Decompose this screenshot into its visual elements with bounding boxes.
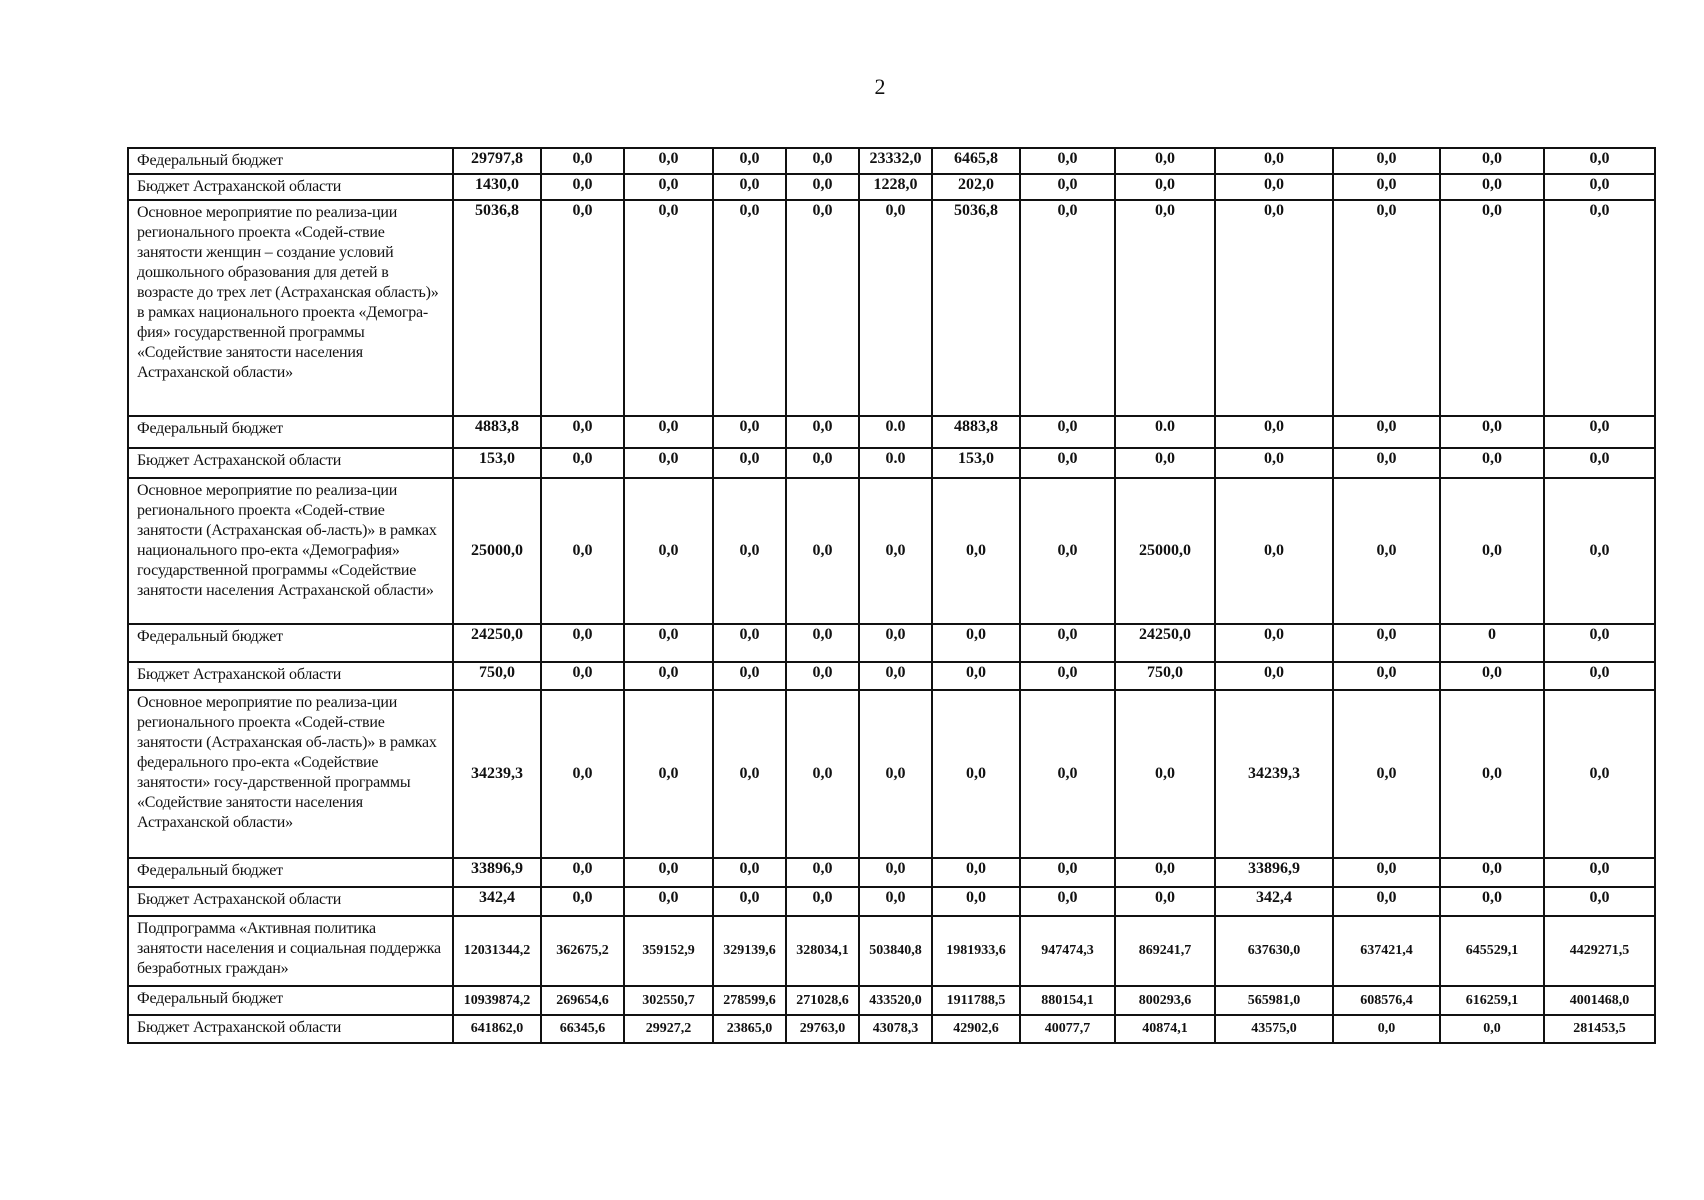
- table-cell: 342,4: [453, 887, 541, 916]
- table-cell: 0,0: [624, 174, 713, 200]
- table-cell: 0,0: [932, 858, 1020, 887]
- table-cell: 10939874,2: [453, 986, 541, 1015]
- table-cell: 0,0: [624, 148, 713, 174]
- table-cell: 0,0: [1115, 690, 1215, 858]
- row-label: Подпрограмма «Активная политика занятости населения и социальная поддержка безработных граждан»: [128, 916, 453, 986]
- table-cell: 0,0: [624, 448, 713, 478]
- table-cell: 1430,0: [453, 174, 541, 200]
- table-cell: 0,0: [713, 858, 786, 887]
- table-cell: 0,0: [1115, 887, 1215, 916]
- table-cell: 0,0: [1215, 478, 1333, 624]
- table-cell: 0,0: [541, 662, 624, 690]
- table-row: [128, 662, 1655, 690]
- table-cell: 641862,0: [453, 1015, 541, 1043]
- table-cell: 0,0: [786, 887, 859, 916]
- table-cell: 0,0: [1020, 662, 1115, 690]
- table-cell: 0,0: [932, 690, 1020, 858]
- table-cell: 0,0: [1440, 478, 1544, 624]
- table-cell: 0,0: [1440, 200, 1544, 416]
- table-cell: 0,0: [1333, 887, 1440, 916]
- table-cell: 0,0: [859, 887, 932, 916]
- table-cell: 616259,1: [1440, 986, 1544, 1015]
- table-cell: 0,0: [541, 200, 624, 416]
- table-cell: 29763,0: [786, 1015, 859, 1043]
- table-cell: 0,0: [1440, 416, 1544, 448]
- table-cell: 0,0: [1440, 662, 1544, 690]
- table-cell: 0,0: [1333, 174, 1440, 200]
- table-cell: 0,0: [1115, 448, 1215, 478]
- table-cell: 24250,0: [453, 624, 541, 662]
- table-cell: 503840,8: [859, 916, 932, 986]
- table-cell: 0,0: [932, 624, 1020, 662]
- table-cell: 0,0: [1115, 174, 1215, 200]
- table-cell: 0,0: [859, 200, 932, 416]
- table-cell: 12031344,2: [453, 916, 541, 986]
- table-cell: 0,0: [1544, 887, 1655, 916]
- table-row: [128, 858, 1655, 887]
- table-cell: 0,0: [1333, 858, 1440, 887]
- table-row: [128, 887, 1655, 916]
- table-cell: 0,0: [1333, 690, 1440, 858]
- table-cell: 0,0: [786, 416, 859, 448]
- table-cell: 0,0: [1333, 662, 1440, 690]
- table-cell: 269654,6: [541, 986, 624, 1015]
- table-cell: 0,0: [713, 662, 786, 690]
- table-cell: 0,0: [1215, 174, 1333, 200]
- table-cell: 271028,6: [786, 986, 859, 1015]
- table-cell: 329139,6: [713, 916, 786, 986]
- table-cell: 0,0: [713, 624, 786, 662]
- table-cell: 947474,3: [1020, 916, 1115, 986]
- table-cell: 0,0: [1544, 478, 1655, 624]
- table-cell: 0,0: [624, 416, 713, 448]
- table-row: [128, 478, 1655, 624]
- table-cell: 0,0: [932, 478, 1020, 624]
- table-cell: 0,0: [1440, 448, 1544, 478]
- table-cell: 0,0: [1544, 448, 1655, 478]
- table-cell: 0: [1440, 624, 1544, 662]
- table-cell: 362675,2: [541, 916, 624, 986]
- table-cell: 281453,5: [1544, 1015, 1655, 1043]
- table-cell: 0,0: [713, 478, 786, 624]
- table-cell: 0,0: [624, 478, 713, 624]
- table-cell: 0,0: [1544, 690, 1655, 858]
- table-row: [128, 174, 1655, 200]
- table-cell: 0,0: [1115, 200, 1215, 416]
- table-row: [128, 690, 1655, 858]
- table-cell: 0,0: [1544, 200, 1655, 416]
- table-cell: 342,4: [1215, 887, 1333, 916]
- table-cell: 4429271,5: [1544, 916, 1655, 986]
- table-cell: 0,0: [786, 662, 859, 690]
- table-cell: 0,0: [932, 887, 1020, 916]
- budget-table: [127, 147, 1656, 1044]
- row-label: Бюджет Астраханской области: [128, 448, 453, 478]
- table-cell: 0,0: [786, 690, 859, 858]
- table-cell: 0,0: [1020, 478, 1115, 624]
- table-cell: 29797,8: [453, 148, 541, 174]
- table-cell: 0,0: [1544, 416, 1655, 448]
- table-cell: 0,0: [786, 624, 859, 662]
- table-cell: 33896,9: [453, 858, 541, 887]
- row-label: Основное мероприятие по реализа-ции регионального проекта «Содей-ствие занятости (Астраханская об-ласть)» в рамках национального про-екта «Демография» государственной программы «Содействие занятости населения Астраханской области»: [128, 478, 453, 624]
- table-cell: 202,0: [932, 174, 1020, 200]
- table-cell: 0,0: [1020, 624, 1115, 662]
- table-cell: 0,0: [786, 200, 859, 416]
- table-cell: 0,0: [541, 148, 624, 174]
- table-cell: 33896,9: [1215, 858, 1333, 887]
- table-cell: 43575,0: [1215, 1015, 1333, 1043]
- table-cell: 0,0: [1020, 416, 1115, 448]
- table-cell: 637421,4: [1333, 916, 1440, 986]
- table-cell: 0,0: [713, 690, 786, 858]
- row-label: Бюджет Астраханской области: [128, 662, 453, 690]
- table-cell: 750,0: [1115, 662, 1215, 690]
- table-cell: 0,0: [1115, 148, 1215, 174]
- table-cell: 278599,6: [713, 986, 786, 1015]
- table-cell: 23332,0: [859, 148, 932, 174]
- table-cell: 0,0: [1215, 148, 1333, 174]
- table-cell: 637630,0: [1215, 916, 1333, 986]
- table-cell: 0,0: [1020, 448, 1115, 478]
- table-cell: 0,0: [713, 148, 786, 174]
- table-cell: 0,0: [713, 887, 786, 916]
- table-row: [128, 1015, 1655, 1043]
- table-row: [128, 200, 1655, 416]
- table-cell: 0,0: [624, 662, 713, 690]
- table-cell: 0.0: [859, 416, 932, 448]
- table-cell: 23865,0: [713, 1015, 786, 1043]
- table-cell: 0,0: [1020, 200, 1115, 416]
- row-label: Федеральный бюджет: [128, 148, 453, 174]
- page-number: 2: [874, 74, 886, 99]
- table-cell: 0,0: [713, 200, 786, 416]
- table-cell: 4883,8: [453, 416, 541, 448]
- table-cell: 0,0: [1115, 858, 1215, 887]
- table-cell: 0,0: [1020, 887, 1115, 916]
- table-cell: 5036,8: [932, 200, 1020, 416]
- table-cell: 1981933,6: [932, 916, 1020, 986]
- row-label: Федеральный бюджет: [128, 416, 453, 448]
- table-cell: 0,0: [1215, 448, 1333, 478]
- table-cell: 0,0: [859, 624, 932, 662]
- table-cell: 0,0: [624, 858, 713, 887]
- table-cell: 0,0: [541, 690, 624, 858]
- table-cell: 42902,6: [932, 1015, 1020, 1043]
- table-cell: 5036,8: [453, 200, 541, 416]
- table-row: [128, 916, 1655, 986]
- table-cell: 0,0: [859, 478, 932, 624]
- table-cell: 0,0: [786, 448, 859, 478]
- table-cell: 34239,3: [1215, 690, 1333, 858]
- table-cell: 0,0: [1440, 1015, 1544, 1043]
- table-cell: 0,0: [1215, 662, 1333, 690]
- table-cell: 0,0: [1333, 200, 1440, 416]
- table-cell: 0,0: [541, 416, 624, 448]
- table-cell: 0.0: [859, 448, 932, 478]
- table-cell: 0,0: [1544, 624, 1655, 662]
- table-cell: 40874,1: [1115, 1015, 1215, 1043]
- table-cell: 0,0: [713, 416, 786, 448]
- row-label: Основное мероприятие по реализа-ции регионального проекта «Содей-ствие занятости женщин – создание условий дошкольного образования для детей в возрасте до трех лет (Астраханская область)» в рамках национального проекта «Демогра-фия» государственной программы «Содействие занятости населения Астраханской области»: [128, 200, 453, 416]
- table-cell: 0,0: [1333, 624, 1440, 662]
- table-cell: 433520,0: [859, 986, 932, 1015]
- table-cell: 0,0: [859, 858, 932, 887]
- table-cell: 0.0: [1115, 416, 1215, 448]
- table-cell: 0,0: [1544, 662, 1655, 690]
- table-row: [128, 624, 1655, 662]
- table-cell: 302550,7: [624, 986, 713, 1015]
- table-cell: 0,0: [1544, 174, 1655, 200]
- table-cell: 0,0: [1020, 690, 1115, 858]
- table-cell: 1911788,5: [932, 986, 1020, 1015]
- table-cell: 0,0: [541, 174, 624, 200]
- row-label: Федеральный бюджет: [128, 624, 453, 662]
- table-cell: 0,0: [624, 690, 713, 858]
- table-cell: 0,0: [932, 662, 1020, 690]
- table-cell: 40077,7: [1020, 1015, 1115, 1043]
- table-cell: 0,0: [1333, 478, 1440, 624]
- row-label: Федеральный бюджет: [128, 858, 453, 887]
- table-cell: 34239,3: [453, 690, 541, 858]
- table-cell: 0,0: [1333, 1015, 1440, 1043]
- table-cell: 0,0: [541, 624, 624, 662]
- table-cell: 0,0: [786, 174, 859, 200]
- table-cell: 0,0: [786, 858, 859, 887]
- table-row: [128, 448, 1655, 478]
- table-cell: 0,0: [1440, 887, 1544, 916]
- table-cell: 0,0: [1020, 148, 1115, 174]
- table-cell: 869241,7: [1115, 916, 1215, 986]
- table-cell: 0,0: [1215, 416, 1333, 448]
- table-cell: 4883,8: [932, 416, 1020, 448]
- table-cell: 0,0: [541, 478, 624, 624]
- table-cell: 750,0: [453, 662, 541, 690]
- table-cell: 565981,0: [1215, 986, 1333, 1015]
- row-label: Федеральный бюджет: [128, 986, 453, 1015]
- table-cell: 66345,6: [541, 1015, 624, 1043]
- table-cell: 0,0: [859, 690, 932, 858]
- table-cell: 153,0: [453, 448, 541, 478]
- table-cell: 608576,4: [1333, 986, 1440, 1015]
- table-cell: 0,0: [1333, 448, 1440, 478]
- table-cell: 0,0: [541, 448, 624, 478]
- table-cell: 800293,6: [1115, 986, 1215, 1015]
- table-cell: 645529,1: [1440, 916, 1544, 986]
- table-cell: 0,0: [786, 148, 859, 174]
- table-cell: 0,0: [859, 662, 932, 690]
- table-cell: 0,0: [1440, 148, 1544, 174]
- table-cell: 0,0: [1440, 858, 1544, 887]
- table-cell: 0,0: [1215, 200, 1333, 416]
- table-cell: 0,0: [624, 887, 713, 916]
- table-cell: 0,0: [1544, 858, 1655, 887]
- table-cell: 0,0: [786, 478, 859, 624]
- table-cell: 0,0: [1440, 690, 1544, 858]
- row-label: Бюджет Астраханской области: [128, 887, 453, 916]
- table-cell: 880154,1: [1020, 986, 1115, 1015]
- table-cell: 153,0: [932, 448, 1020, 478]
- table-cell: 0,0: [1440, 174, 1544, 200]
- table-cell: 0,0: [1215, 624, 1333, 662]
- table-row: [128, 416, 1655, 448]
- table-cell: 0,0: [541, 858, 624, 887]
- table-row: [128, 986, 1655, 1015]
- table-cell: 25000,0: [1115, 478, 1215, 624]
- table-cell: 29927,2: [624, 1015, 713, 1043]
- table-cell: 328034,1: [786, 916, 859, 986]
- table-cell: 0,0: [713, 448, 786, 478]
- table-cell: 0,0: [541, 887, 624, 916]
- row-label: Бюджет Астраханской области: [128, 1015, 453, 1043]
- row-label: Бюджет Астраханской области: [128, 174, 453, 200]
- table-cell: 359152,9: [624, 916, 713, 986]
- table-cell: 43078,3: [859, 1015, 932, 1043]
- table-cell: 24250,0: [1115, 624, 1215, 662]
- table-cell: 6465,8: [932, 148, 1020, 174]
- table-cell: 0,0: [1020, 174, 1115, 200]
- table-row: [128, 148, 1655, 174]
- table-cell: 0,0: [1020, 858, 1115, 887]
- table-cell: 0,0: [713, 174, 786, 200]
- table-cell: 0,0: [1333, 148, 1440, 174]
- table-cell: 25000,0: [453, 478, 541, 624]
- table-cell: 0,0: [624, 200, 713, 416]
- table-cell: 0,0: [1333, 416, 1440, 448]
- row-label: Основное мероприятие по реализа-ции регионального проекта «Содей-ствие занятости (Астраханская об-ласть)» в рамках федерального про-екта «Содействие занятости» госу-дарственной программы «Содействие занятости населения Астраханской области»: [128, 690, 453, 858]
- table-cell: 0,0: [1544, 148, 1655, 174]
- table-cell: 1228,0: [859, 174, 932, 200]
- table-cell: 0,0: [624, 624, 713, 662]
- table-cell: 4001468,0: [1544, 986, 1655, 1015]
